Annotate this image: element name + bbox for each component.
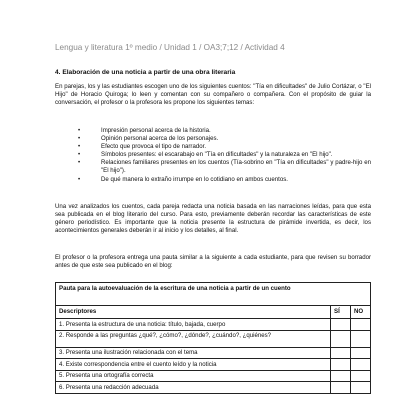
rubric-intro-paragraph: El profesor o la profesora entrega una pauta similar a la siguiente a cada estudiante, para que revisen su borrador antes de que este sea publicado en el blog: [55, 254, 371, 270]
yes-checkbox-cell[interactable] [331, 347, 351, 359]
list-item [55, 143, 371, 151]
list-item-text: Efecto que provoca el tipo de narrador. [101, 143, 207, 151]
column-header-no: NO [351, 306, 371, 319]
yes-checkbox-cell[interactable] [331, 359, 351, 371]
descriptor-cell: 2. Responde a las preguntas ¿qué?, ¿cómo?, ¿dónde?, ¿cuándo?, ¿quiénes? [56, 330, 331, 347]
table-row [56, 319, 371, 331]
bullet-icon: • [78, 127, 81, 134]
table-row [56, 382, 371, 394]
page-header: Lengua y literatura 1º medio / Unidad 1 / OA3;7;12 / Actividad 4 [55, 43, 285, 52]
bullet-icon: • [78, 143, 81, 151]
list-item-text: Opinión personal acerca de los personajes. [101, 135, 219, 143]
descriptor-cell: 6. Presenta una redacción adecuada [56, 382, 331, 394]
list-item [55, 176, 371, 184]
no-checkbox-cell[interactable] [351, 330, 371, 347]
yes-checkbox-cell[interactable] [331, 319, 351, 331]
no-checkbox-cell[interactable] [351, 370, 371, 382]
intro-paragraph: En parejas, los y las estudiantes escogen uno de los siguientes cuentos: "Tía en dificultades" de Julio Cortázar, o "El Hijo" de Horacio Quiroga; lo leen y comentan con su compañero o compañera. Con el propósito de guiar la conversación, el profesor o la profesora les propone los siguientes temas: [55, 83, 371, 107]
bullet-icon: • [78, 135, 81, 143]
list-item-text: Símbolos presentes: el escarabajo en "Tía en dificultades" y la naturaleza en "El hijo". [101, 151, 333, 159]
descriptor-cell: 3. Presenta una ilustración relacionada con el tema [56, 347, 331, 359]
bullet-icon: • [78, 151, 81, 159]
list-item [55, 127, 371, 135]
table-title: Pauta para la autoevaluación de la escritura de una noticia a partir de un cuento [56, 283, 371, 306]
no-checkbox-cell[interactable] [351, 382, 371, 394]
list-item [55, 159, 371, 175]
column-header-yes: SÍ [331, 306, 351, 319]
section-title: 4. Elaboración de una noticia a partir de una obra literaria [55, 69, 236, 76]
descriptor-cell: 1. Presenta la estructura de una noticia: título, bajada, cuerpo [56, 319, 331, 331]
instructions-paragraph: Una vez analizados los cuentos, cada pareja redacta una noticia basada en las narraciones leídas, para que esta sea publicada en el blog literario del curso. Para esto, previamente deberán recordar las características de este género periodístico. Es importante que la noticia presente la estructura de pirámide invertida, es decir, los acontecimientos generales deberán ir al inicio y los detalles, al final. [55, 203, 371, 235]
bullet-icon: • [78, 175, 81, 183]
table-row [56, 359, 371, 371]
no-checkbox-cell[interactable] [351, 319, 371, 331]
table-row [56, 370, 371, 382]
descriptor-cell: 4. Existe correspondencia entre el cuento leído y la noticia [56, 359, 331, 371]
yes-checkbox-cell[interactable] [331, 382, 351, 394]
list-item [55, 151, 371, 159]
list-item-text: Relaciones familiares presentes en los cuentos (Tía-sobrino en "Tía en dificultades" y padre-hijo en "El hijo"). [101, 159, 371, 175]
table-row [56, 330, 371, 347]
no-checkbox-cell[interactable] [351, 347, 371, 359]
bullet-icon: • [78, 159, 81, 167]
yes-checkbox-cell[interactable] [331, 370, 351, 382]
column-header-descriptors: Descriptores [56, 306, 331, 319]
descriptor-cell: 5. Presenta una ortografía correcta [56, 370, 331, 382]
list-item-text: De qué manera lo extraño irrumpe en lo cotidiano en ambos cuentos. [101, 175, 288, 183]
table-row [56, 347, 371, 359]
list-item-text: Impresión personal acerca de la historia. [101, 127, 211, 134]
topics-list [55, 127, 371, 184]
self-assessment-table [55, 282, 371, 394]
yes-checkbox-cell[interactable] [331, 330, 351, 347]
no-checkbox-cell[interactable] [351, 359, 371, 371]
list-item [55, 135, 371, 143]
